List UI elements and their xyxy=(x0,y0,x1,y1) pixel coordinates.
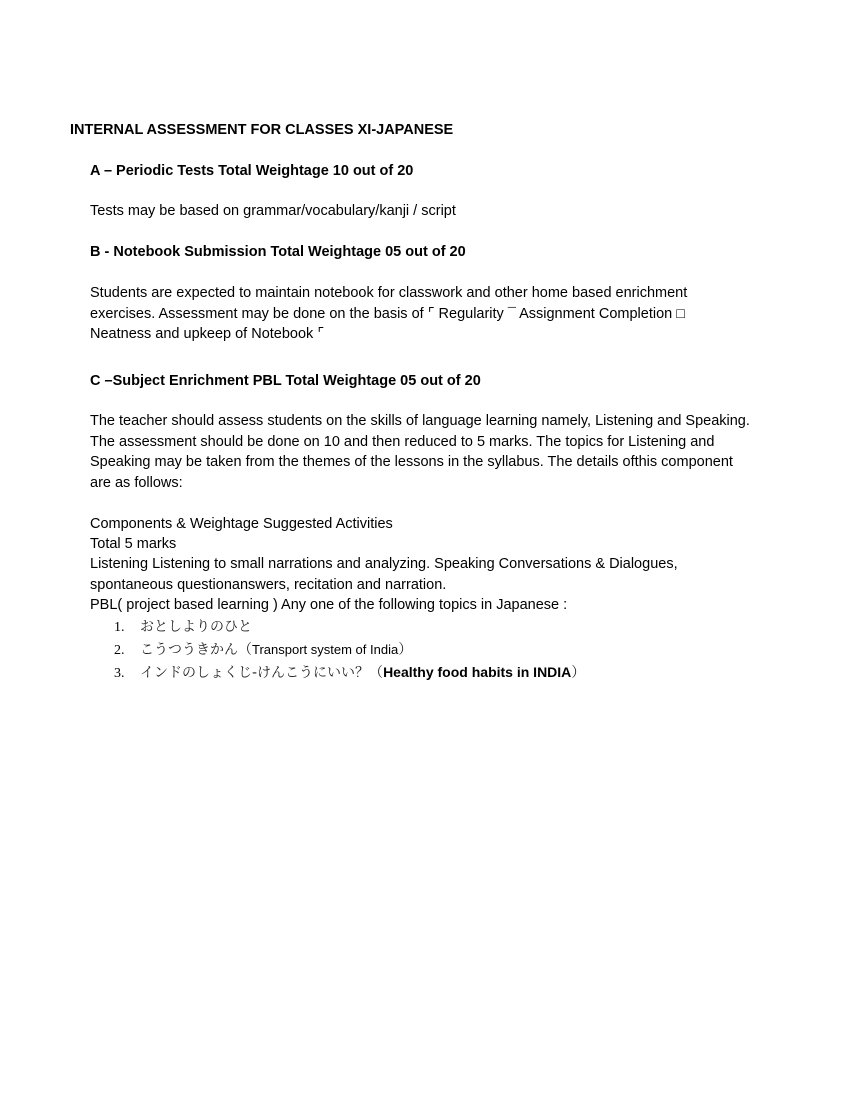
list-item xyxy=(114,661,585,684)
total-marks: Total 5 marks xyxy=(90,536,177,553)
list-item xyxy=(114,616,585,639)
section-b-text: Students are expected to maintain notebook for classwork and other home based enrichment exercises. Assessment may be done on the basis of ⌜ Regularity ¯ Assignment Completion □ Neatness and upkeep of Notebook ⌜ xyxy=(90,285,688,342)
list-item-japanese: こうつうきかん（ xyxy=(140,641,252,658)
list-item-number: 1. xyxy=(114,620,125,635)
section-c-text: The teacher should assess students on the skills of language learning namely, Listening and Speaking. The assessment should be done on 10 and then reduced to 5 marks. The topics for Listening and Speaking may be taken from the themes of the lessons in the syllabus. The details ofthis component are as follows: xyxy=(90,413,750,491)
components-block xyxy=(90,514,678,615)
pbl-topic-list xyxy=(114,616,585,684)
section-a-heading: A – Periodic Tests Total Weightage 10 out of 20 xyxy=(90,163,414,179)
pbl-intro: PBL( project based learning ) Any one of the following topics in Japanese : xyxy=(90,596,568,613)
list-item-english: Transport system of India xyxy=(252,641,399,657)
section-c-heading: C –Subject Enrichment PBL Total Weightage 05 out of 20 xyxy=(90,373,481,389)
listening-activity-line-1: Listening Listening to small narrations and analyzing. Speaking Conversations & Dialogues, xyxy=(90,556,678,573)
listening-activity-line-2: spontaneous questionanswers, recitation and narration. xyxy=(90,576,447,593)
list-item xyxy=(114,639,585,662)
section-b-heading: B - Notebook Submission Total Weightage 05 out of 20 xyxy=(90,244,466,260)
components-header: Components & Weightage Suggested Activities xyxy=(90,516,393,532)
list-item-close-paren: ） xyxy=(398,641,413,658)
list-item-japanese: インドのしょくじ-けんこうにいい？（ xyxy=(140,665,384,681)
list-item-japanese: おとしよりのひと xyxy=(140,619,252,635)
list-item-number: 3. xyxy=(114,666,125,681)
list-item-close-paren: ） xyxy=(571,665,586,681)
list-item-english: Healthy food habits in INDIA xyxy=(383,664,572,680)
list-item-number: 2. xyxy=(114,642,125,658)
section-a-text: Tests may be based on grammar/vocabulary/kanji / script xyxy=(90,203,456,219)
document-title: INTERNAL ASSESSMENT FOR CLASSES XI-JAPANESE xyxy=(70,122,454,138)
